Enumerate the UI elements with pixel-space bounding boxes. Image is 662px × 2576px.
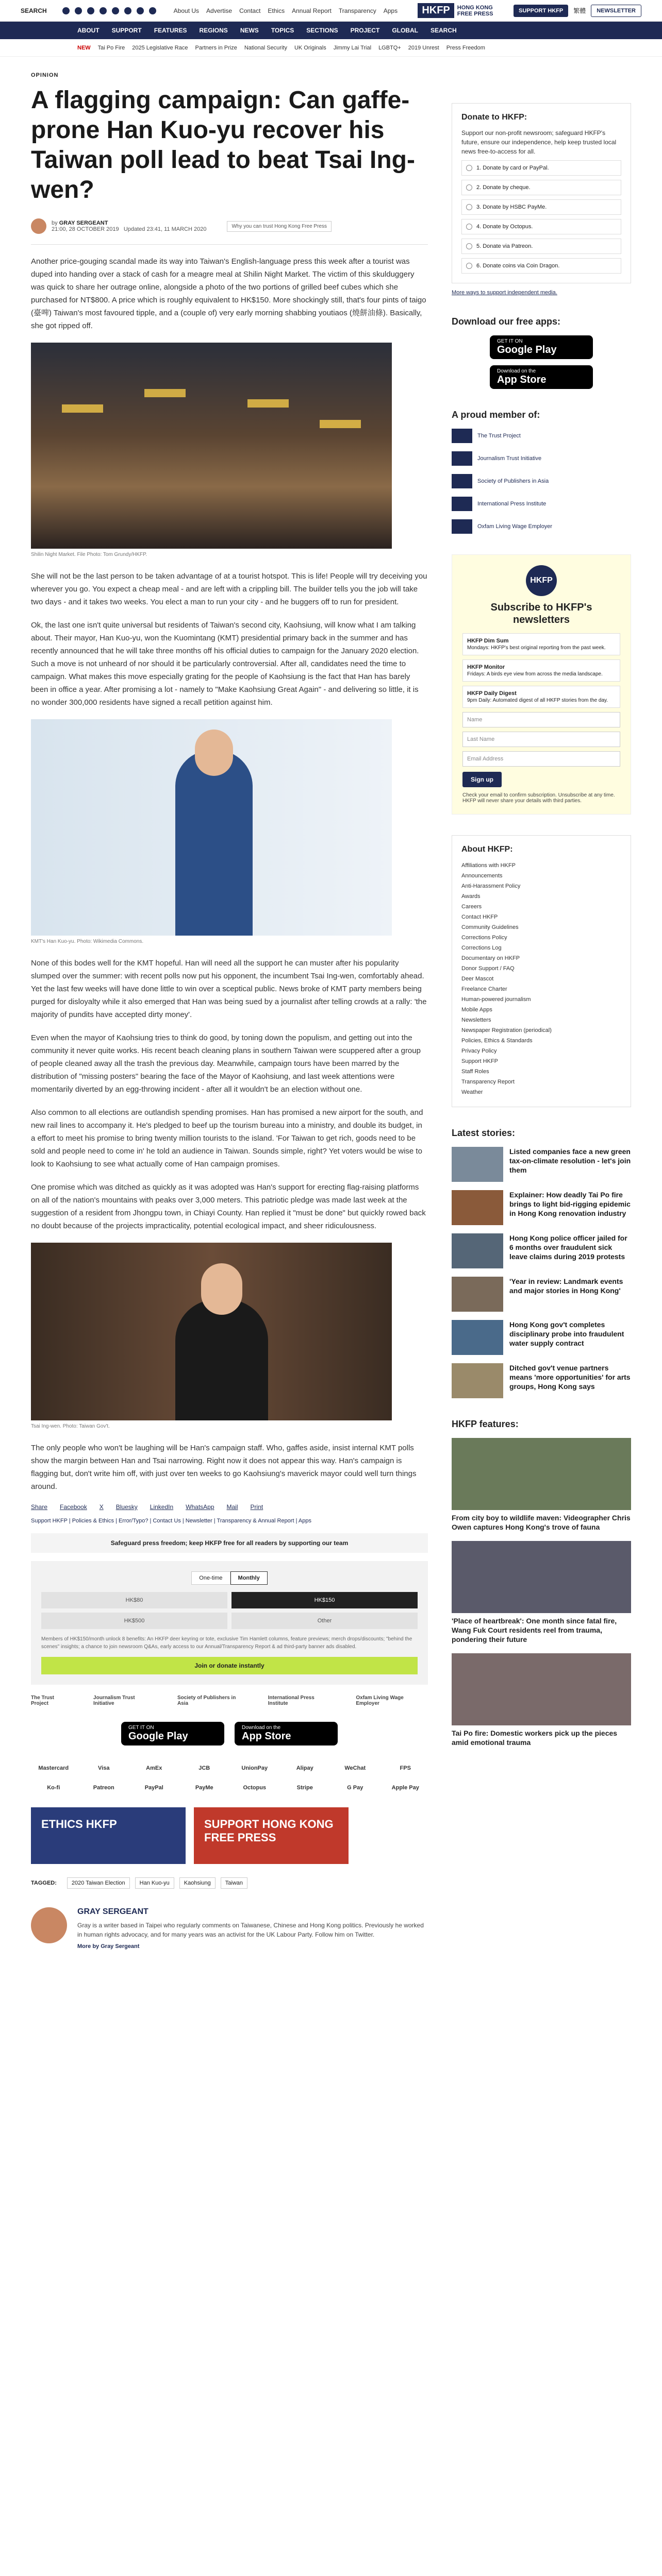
article-paragraph: Ok, the last one isn't quite universal but residents of Taiwan's second city, Kaohsiung, will know what I am talking about. Their mayor, Han Kuo-yu, won the Kuomintang (KMT) presidential primary back in the summer and has recently announced that he will take three months off his official duties to campaign for the January 2020 election. Such a move is not unheard of nor should it be particularly controversial. After all, candidates need the time to campaign. What makes this move especially grating for the people of Kaohsiung is the fact that Han has barely been in office a year. After promising a lot - namely to "Make Kaohsiung Great Again" - and delivering so little, it is no wonder 300,000 residents have signed a recall petition against him. <box>31 621 419 707</box>
article-footer-links[interactable]: Support HKFP | Policies & Ethics | Error/Typo? | Contact Us | Newsletter | Transparency & Annual Report | Apps <box>31 1518 311 1524</box>
share-whatsapp[interactable]: WhatsApp <box>186 1503 214 1511</box>
frequency-toggle <box>41 1571 418 1585</box>
trending-item[interactable]: 2025 Legislative Race <box>132 44 188 51</box>
google-play-button[interactable] <box>121 1722 224 1745</box>
payment-logo: UnionPay <box>241 1765 268 1771</box>
member-logo[interactable] <box>452 519 631 534</box>
trending-new-label: NEW <box>77 44 91 51</box>
amount-option[interactable]: HK$150 <box>231 1592 418 1608</box>
top-link-ethics[interactable]: Ethics <box>268 7 285 14</box>
google-play-small: GET IT ON <box>497 338 523 344</box>
top-link-transparency[interactable]: Transparency <box>338 7 376 14</box>
feature-image <box>452 1541 631 1613</box>
about-item[interactable]: Policies, Ethics & Standards <box>461 1038 533 1044</box>
member-logo[interactable] <box>452 429 631 443</box>
site-logo[interactable] <box>418 3 493 18</box>
feature-title: From city boy to wildlife maven: Videographer Chris Owen captures Hong Kong's trove of fauna <box>452 1514 631 1531</box>
why-trust-link[interactable]: Why you can trust Hong Kong Free Press <box>227 221 332 232</box>
feature-title: 'Place of heartbreak': One month since fatal fire, Wang Fuk Court residents reel from trauma, pondering their future <box>452 1617 617 1643</box>
promo-banners <box>31 1807 428 1864</box>
last-name-field[interactable]: Last Name <box>462 732 620 747</box>
newsletter-name: HKFP Monitor <box>467 664 505 670</box>
payment-logo: PayMe <box>195 1785 213 1791</box>
app-store-label: App Store <box>242 1731 291 1742</box>
photo-tsai-ing-wen[interactable] <box>31 1243 392 1420</box>
more-by-author-link[interactable]: More by Gray Sergeant <box>77 1943 140 1950</box>
photo-caption: KMT's Han Kuo-yu. Photo: Wikimedia Commons. <box>31 939 144 944</box>
newsletter-button[interactable]: NEWSLETTER <box>591 5 641 17</box>
name-field[interactable]: Name <box>462 712 620 727</box>
newsletter-name: HKFP Dim Sum <box>467 638 509 644</box>
subscribe-note: Check your email to confirm subscription. Unsubscribe at any time. HKFP will never share your details with third parties. <box>462 792 615 804</box>
story-item[interactable] <box>452 1147 631 1182</box>
ethics-banner[interactable]: ETHICS HKFP <box>31 1807 186 1864</box>
about-item[interactable]: Anti-Harassment Policy <box>461 883 521 889</box>
trending-item[interactable]: Press Freedom <box>446 44 485 51</box>
one-time-option[interactable]: One-time <box>191 1571 230 1585</box>
newsletter-desc: Fridays: A birds eye view from across the media landscape. <box>467 671 603 677</box>
member-logo-label: Journalism Trust Initiative <box>477 455 542 462</box>
member-widget <box>452 410 631 534</box>
story-title: Ditched gov't venue partners means 'more opportunities' for arts groups, Hong Kong says <box>509 1364 631 1391</box>
features-widget <box>452 1419 631 1747</box>
feature-title: Tai Po fire: Domestic workers pick up the pieces amid emotional trauma <box>452 1729 618 1747</box>
tag[interactable]: 2020 Taiwan Election <box>67 1877 130 1889</box>
story-title: 'Year in review: Landmark events and major stories in Hong Kong' <box>509 1277 623 1295</box>
story-title: Listed companies face a new green tax-on-climate resolution - let's join them <box>509 1147 631 1174</box>
payment-logo: Octopus <box>243 1785 267 1791</box>
market-sign <box>62 404 103 413</box>
newsletter-widget <box>452 554 631 815</box>
logo-text: HONG KONG FREE PRESS <box>457 4 493 17</box>
divider <box>31 244 428 245</box>
payment-logo: G Pay <box>347 1785 363 1791</box>
payment-logo: PayPal <box>144 1785 163 1791</box>
nav-support[interactable]: SUPPORT <box>111 27 142 34</box>
about-item[interactable]: Corrections Log <box>461 945 502 951</box>
share-print[interactable]: Print <box>250 1503 263 1511</box>
story-thumbnail <box>452 1190 503 1225</box>
trending-item[interactable]: LGBTQ+ <box>378 44 401 51</box>
about-item[interactable]: Support HKFP <box>461 1058 498 1064</box>
article-kicker[interactable]: OPINION <box>31 72 59 78</box>
byline <box>31 218 428 234</box>
figure-head <box>201 1263 242 1315</box>
about-item[interactable]: Newspaper Registration (periodical) <box>461 1027 552 1033</box>
figure-body <box>175 750 253 936</box>
newsletter-option[interactable] <box>462 659 620 682</box>
story-item[interactable] <box>452 1233 631 1268</box>
story-title: Hong Kong gov't completes disciplinary probe into fraudulent water supply contract <box>509 1320 624 1347</box>
story-item[interactable] <box>452 1277 631 1312</box>
google-play-label: Google Play <box>128 1731 188 1742</box>
support-button[interactable]: SUPPORT HKFP <box>514 5 568 17</box>
nav-about[interactable]: ABOUT <box>77 27 100 34</box>
donate-option[interactable] <box>461 258 621 274</box>
apps-widget <box>452 316 631 389</box>
article-paragraph: Even when the mayor of Kaohsiung tries to think do good, by toning down the populism, and getting out into the community it never quite works. His recent beach cleaning plans in southern Taiwan were scuppered after a group of people cleaned away all the trash the previous day. Meanwhile, campaign tours have been marred by the distribution of "missing posters" bearing the face of the Mayor of Kaohsiung, and last week attentions were momentarily diverted by an egg-throwing incident - after all it wouldn't be an election without one. <box>31 1033 421 1094</box>
google-play-button[interactable] <box>490 335 593 359</box>
payment-logo: Alipay <box>296 1765 313 1771</box>
newsletter-desc: 9pm Daily: Automated digest of all HKFP stories from the day. <box>467 698 608 703</box>
member-logo-label: Oxfam Living Wage Employer <box>477 523 553 530</box>
payment-logo: Patreon <box>93 1785 114 1791</box>
google-play-label: Google Play <box>497 344 557 355</box>
email-field[interactable]: Email Address <box>462 751 620 767</box>
top-link-about[interactable]: About Us <box>173 7 200 14</box>
trending-item[interactable]: Jimmy Lai Trial <box>333 44 372 51</box>
donate-option[interactable] <box>461 199 621 215</box>
x-icon[interactable] <box>75 7 82 14</box>
nav-search[interactable]: SEARCH <box>430 27 457 34</box>
radio-icon <box>466 165 472 171</box>
share-x[interactable]: X <box>99 1503 104 1511</box>
trust-logo[interactable]: Oxfam Living Wage Employer <box>356 1695 404 1706</box>
top-link-contact[interactable]: Contact <box>239 7 261 14</box>
article-paragraph: Also common to all elections are outlandish spending promises. Han has promised a new airport for the south, and new rail lines to accompany it. He's pledged to beef up the tourism bureau into a ministry, and double its budget, in a effort to meet his promise to bring twenty million tourists to the island. 'For Taiwan to get rich, goods need to be sold and people need to come in' he told an audience in Taiwan. Sounds simple, right? Yet voters would be wise to look to Kaohsiung to see what actually come of Han campaign promises. <box>31 1108 423 1168</box>
donate-note: Members of HK$150/month unlock 8 benefits: An HKFP deer keyring or tote, exclusive Tim Hamlett columns, feature previews; merch drops/discounts; "behind the scenes" insights; a chance to join newsroom Q&As, early access to our Annual/Transparency Report & ad third-party banner ads disabled. <box>41 1636 412 1650</box>
figure-head <box>195 730 233 776</box>
radio-icon <box>466 243 472 249</box>
newsletter-option[interactable] <box>462 686 620 708</box>
member-logo-label: Society of Publishers in Asia <box>477 478 549 484</box>
app-store-small: Download on the <box>497 368 536 374</box>
payment-logo: WeChat <box>344 1765 366 1771</box>
newsletter-name: HKFP Daily Digest <box>467 690 517 697</box>
story-item[interactable] <box>452 1190 631 1225</box>
youtube-icon[interactable] <box>100 7 107 14</box>
payment-logo: AmEx <box>146 1765 162 1771</box>
payment-logo: Ko-fi <box>47 1785 60 1791</box>
top-bar <box>0 0 662 22</box>
photo-han-kuo-yu[interactable] <box>31 719 392 936</box>
newsletter-desc: Mondays: HKFP's best original reporting from the past week. <box>467 645 606 651</box>
donate-option[interactable] <box>461 219 621 234</box>
latest-widget <box>452 1128 631 1398</box>
donate-widget-text: Support our non-profit newsroom; safeguard HKFP's future, ensure our independence, help keep trusted local news free-to-access for all. <box>461 129 617 155</box>
google-play-small: GET IT ON <box>128 1725 154 1731</box>
trending-item[interactable]: 2019 Unrest <box>408 44 439 51</box>
facebook-icon[interactable] <box>62 7 70 14</box>
top-link-apps[interactable]: Apps <box>383 7 398 14</box>
language-toggle[interactable]: 繁體 <box>573 7 586 14</box>
top-links <box>174 7 398 14</box>
feature-item[interactable] <box>452 1438 631 1532</box>
payment-methods <box>31 1761 428 1795</box>
share-facebook[interactable]: Facebook <box>60 1503 87 1511</box>
share-label: Share <box>31 1503 48 1511</box>
donate-widget-title: Donate to HKFP: <box>461 113 527 122</box>
radio-icon <box>466 263 472 269</box>
nav-project[interactable]: PROJECT <box>350 27 380 34</box>
trending-item[interactable]: National Security <box>244 44 287 51</box>
support-banner[interactable]: SUPPORT HONG KONG FREE PRESS <box>194 1807 349 1864</box>
about-item[interactable]: Donor Support / FAQ <box>461 965 515 972</box>
top-link-advertise[interactable]: Advertise <box>206 7 233 14</box>
about-widget-title: About HKFP: <box>461 845 513 854</box>
radio-icon <box>466 204 472 210</box>
tag[interactable]: Taiwan <box>221 1877 247 1889</box>
bluesky-icon[interactable] <box>124 7 131 14</box>
feature-image <box>452 1653 631 1725</box>
donate-option-label: 5. Donate via Patreon. <box>476 243 533 249</box>
about-item[interactable]: Affiliations with HKFP <box>461 862 516 869</box>
share-mail[interactable]: Mail <box>226 1503 238 1511</box>
about-item[interactable]: Deer Mascot <box>461 976 494 982</box>
article-paragraph: One promise which was ditched as quickly as it was adopted was Han's support for erecting flag-raising platforms on all of the nation's mountains with peaks over 3,000 meters. This patriotic pledge was made last week at the suggestion of a resident from Jhongpu town, in Chiayi County. Han replied it "must be done" but quickly rowed back no doubt because of the projects impracticality, potential ecological impact, and sheer ridiculousness. <box>31 1183 426 1230</box>
about-item[interactable]: Privacy Policy <box>461 1048 497 1054</box>
trust-logos <box>31 1695 428 1706</box>
author-box-avatar[interactable] <box>31 1907 67 1943</box>
tag[interactable]: Han Kuo-yu <box>135 1877 174 1889</box>
member-logo-mark <box>452 474 472 488</box>
amount-option[interactable]: Other <box>231 1613 418 1629</box>
donate-option-label: 6. Donate coins via Coin Dragon. <box>476 263 560 269</box>
nav-topics[interactable]: TOPICS <box>271 27 294 34</box>
publish-date: 21:00, 28 OCTOBER 2019 <box>52 226 119 232</box>
photo-caption: Shilin Night Market. File Photo: Tom Grundy/HKFP. <box>31 552 147 557</box>
radio-icon <box>466 184 472 191</box>
app-store-button[interactable] <box>490 365 593 389</box>
sidebar <box>452 57 631 1950</box>
app-store-label: App Store <box>497 374 547 385</box>
tagged-label: TAGGED: <box>31 1880 57 1886</box>
amount-options <box>41 1592 418 1629</box>
payment-logo: Stripe <box>296 1785 313 1791</box>
photo-shilin-market[interactable] <box>31 343 392 549</box>
tags <box>31 1877 428 1889</box>
member-logo[interactable] <box>452 497 631 511</box>
trust-logo[interactable]: International Press Institute <box>268 1695 315 1706</box>
member-logo[interactable] <box>452 451 631 466</box>
about-item[interactable]: Community Guidelines <box>461 924 519 930</box>
amount-option[interactable]: HK$500 <box>41 1613 227 1629</box>
member-logos <box>452 429 631 534</box>
member-logo-mark <box>452 451 472 466</box>
about-item[interactable]: Newsletters <box>461 1017 491 1023</box>
trending-bar <box>0 39 662 57</box>
more-ways-link[interactable]: More ways to support independent media. <box>452 290 557 296</box>
feature-item[interactable] <box>452 1653 631 1747</box>
latest-widget-title: Latest stories: <box>452 1128 516 1138</box>
newsletter-title: Subscribe to HKFP's newsletters <box>490 602 592 625</box>
donate-option[interactable] <box>461 160 621 176</box>
about-widget <box>452 835 631 1107</box>
trending-item[interactable]: Tai Po Fire <box>97 44 125 51</box>
article-paragraph: None of this bodes well for the KMT hopeful. Han will need all the support he can muster after his popularity slumped over the summer: with recent polls now put his opponent, the incumbent Tsai Ing-wen, comfortably ahead. Yet the last few weeks will have done little to win over a sceptical public. News broke of KMT party members being purged for disloyalty while it also emerged that Han was being sued by a journalist after telling crowds at a rally: 'the majority of pundits have accepted dirty money'. <box>31 959 427 1019</box>
about-item[interactable]: Corrections Policy <box>461 935 507 941</box>
trending-item[interactable]: UK Originals <box>294 44 326 51</box>
market-sign <box>144 389 186 397</box>
author-name[interactable]: GRAY SERGEANT <box>59 220 108 226</box>
trust-logo[interactable]: The Trust Project <box>31 1695 55 1706</box>
about-item[interactable]: Human-powered journalism <box>461 996 531 1003</box>
member-logo-mark <box>452 497 472 511</box>
about-item[interactable]: Documentary on HKFP <box>461 955 520 961</box>
search-link[interactable]: SEARCH <box>21 7 47 14</box>
byline-prefix: by <box>52 220 58 226</box>
nav-global[interactable]: GLOBAL <box>392 27 418 34</box>
article-title: A flagging campaign: Can gaffe-prone Han Kuo-yu recover his Taiwan poll lead to beat Tsai Ing-wen? <box>31 87 415 204</box>
share-linkedin[interactable]: LinkedIn <box>150 1503 174 1511</box>
donate-option[interactable] <box>461 239 621 254</box>
nav-regions[interactable]: REGIONS <box>199 27 228 34</box>
apps-widget-buttons <box>452 335 631 389</box>
join-button[interactable]: Join or donate instantly <box>41 1657 418 1674</box>
story-item[interactable] <box>452 1363 631 1398</box>
story-thumbnail <box>452 1363 503 1398</box>
story-thumbnail <box>452 1320 503 1355</box>
page-body <box>0 57 662 1950</box>
about-item[interactable]: Staff Roles <box>461 1069 489 1075</box>
tag[interactable]: Kaohsiung <box>179 1877 216 1889</box>
article-paragraph: Another price-gouging scandal made its way into Taiwan's English-language press this week after a tourist was duped into handing over a stack of cash for a meagre meal at Shilin Night Market. The victim of this skulduggery was quick to share her outrage online, alongside a photo of the two portions of grilled beef cubes which she purchased for NT$800. A price which is roughly equivalent to HK$150. More shockingly still, that's four pints of taigo (臺啤) Taiwan's most favoured tipple, and a (couple of) very early morning shabbing youtiaos (燒餅油條). Basically, she got ripped off. <box>31 257 426 330</box>
article <box>31 57 428 1950</box>
app-store-small: Download on the <box>242 1725 281 1731</box>
market-sign <box>320 420 361 428</box>
donate-option[interactable] <box>461 180 621 195</box>
feature-image <box>452 1438 631 1510</box>
app-buttons <box>31 1722 428 1745</box>
member-logo[interactable] <box>452 474 631 488</box>
story-item[interactable] <box>452 1320 631 1355</box>
share-bluesky[interactable]: Bluesky <box>115 1503 138 1511</box>
donate-widget <box>452 103 631 283</box>
article-paragraph: The only people who won't be laughing will be Han's campaign staff. Who, gaffes aside, insist internal KMT polls show the margin between Han and Tsai narrowing. Right now it does not appear this way. Han's campaign is flagging but, don't write him off, with just over ten weeks to go Kaohsiung's maverick mayor could well turn things around. <box>31 1444 417 1491</box>
about-item[interactable]: Weather <box>461 1089 483 1095</box>
member-logo-mark <box>452 429 472 443</box>
market-sign <box>247 399 289 408</box>
story-thumbnail <box>452 1277 503 1312</box>
social-icons <box>62 7 156 14</box>
features-widget-title: HKFP features: <box>452 1419 519 1429</box>
newsletter-option[interactable] <box>462 633 620 655</box>
donate-bar[interactable]: Safeguard press freedom; keep HKFP free for all readers by supporting our team <box>31 1533 428 1553</box>
donate-option-label: 1. Donate by card or PayPal. <box>476 165 549 171</box>
nav-sections[interactable]: SECTIONS <box>306 27 338 34</box>
signup-button[interactable]: Sign up <box>462 772 502 787</box>
member-widget-title: A proud member of: <box>452 410 540 420</box>
instagram-icon[interactable] <box>87 7 94 14</box>
donate-option-label: 3. Donate by HSBC PayMe. <box>476 204 547 210</box>
amount-option[interactable]: HK$80 <box>41 1592 227 1608</box>
article-paragraph: She will not be the last person to be taken advantage of at a tourist hotspot. This is life! People will try deceiving you wherever you go. You expect a cheap meal - and are left with a crippling bill. The builder tells you the job will take two days - and it takes two weeks. You elect a man to run your city - and he buggers off to run for president. <box>31 572 427 606</box>
about-item[interactable]: Mobile Apps <box>461 1007 492 1013</box>
figure-body <box>175 1299 268 1420</box>
share-bar <box>31 1503 428 1511</box>
about-list <box>461 860 621 1097</box>
trust-logo[interactable]: Journalism Trust Initiative <box>93 1695 135 1706</box>
top-link-annual-report[interactable]: Annual Report <box>292 7 332 14</box>
about-item[interactable]: Contact HKFP <box>461 914 498 920</box>
author-avatar[interactable] <box>31 218 46 234</box>
author-bio: Gray is a writer based in Taipei who regularly comments on Taiwanese, Chinese and Hong Kong politics. Previously he worked in human rights advocacy, and for many years was an activist for the UK Labour Party. Follow him on Twitter. <box>77 1922 424 1938</box>
trending-item[interactable]: Partners in Prize <box>195 44 237 51</box>
about-item[interactable]: Freelance Charter <box>461 986 507 992</box>
donate-option-label: 2. Donate by cheque. <box>476 184 531 191</box>
trust-logo[interactable]: Society of Publishers in Asia <box>177 1695 236 1706</box>
story-thumbnail <box>452 1233 503 1268</box>
about-item[interactable]: Announcements <box>461 873 503 879</box>
linkedin-icon[interactable] <box>137 7 144 14</box>
donate-box <box>31 1561 428 1685</box>
nav-news[interactable]: NEWS <box>240 27 259 34</box>
about-item[interactable]: Transparency Report <box>461 1079 515 1085</box>
logo-mark: HKFP <box>418 3 454 18</box>
donate-option-label: 4. Donate by Octopus. <box>476 224 533 230</box>
member-logo-label: International Press Institute <box>477 501 547 507</box>
author-box-name[interactable]: GRAY SERGEANT <box>77 1907 148 1916</box>
telegram-icon[interactable] <box>149 7 156 14</box>
hkfp-logo: HKFP <box>526 565 557 596</box>
updated-date: Updated 23:41, 11 MARCH 2020 <box>123 226 207 232</box>
member-logo-label: The Trust Project <box>477 433 521 439</box>
payment-logo: Visa <box>98 1765 110 1771</box>
story-thumbnail <box>452 1147 503 1182</box>
main-nav <box>0 22 662 39</box>
payment-logo: FPS <box>400 1765 411 1771</box>
payment-logo: Apple Pay <box>391 1785 419 1791</box>
app-store-button[interactable] <box>235 1722 338 1745</box>
story-title: Explainer: How deadly Tai Po fire brings to light bid-rigging epidemic in Hong Kong renovation industry <box>509 1191 631 1217</box>
monthly-option[interactable]: Monthly <box>230 1571 268 1585</box>
threads-icon[interactable] <box>112 7 119 14</box>
photo-caption: Tsai Ing-wen. Photo: Taiwan Gov't. <box>31 1423 110 1429</box>
about-item[interactable]: Careers <box>461 904 482 910</box>
author-box <box>31 1907 428 1950</box>
story-title: Hong Kong police officer jailed for 6 months over fraudulent sick leave claims during 2019 protests <box>509 1234 627 1261</box>
payment-logo: Mastercard <box>38 1765 69 1771</box>
radio-icon <box>466 224 472 230</box>
nav-features[interactable]: FEATURES <box>154 27 187 34</box>
about-item[interactable]: Awards <box>461 893 481 900</box>
apps-widget-title: Download our free apps: <box>452 316 561 327</box>
payment-logo: JCB <box>198 1765 210 1771</box>
member-logo-mark <box>452 519 472 534</box>
feature-item[interactable] <box>452 1541 631 1644</box>
